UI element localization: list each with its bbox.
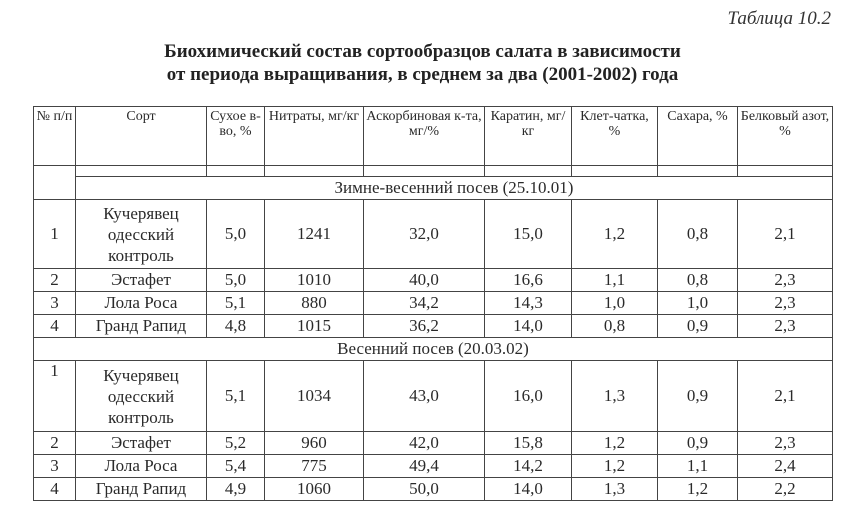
row-ascorbic: 50,0 bbox=[364, 478, 485, 501]
row-nitrates: 775 bbox=[265, 455, 364, 478]
row-carotene: 14,0 bbox=[485, 315, 572, 338]
row-dry: 5,2 bbox=[207, 432, 265, 455]
row-sugar: 1,1 bbox=[658, 455, 738, 478]
row-fiber: 1,3 bbox=[572, 478, 658, 501]
row-dry: 5,0 bbox=[207, 269, 265, 292]
row-variety: Эстафет bbox=[76, 269, 207, 292]
table-row bbox=[34, 432, 833, 455]
row-protein: 2,3 bbox=[738, 292, 833, 315]
row-dry: 5,0 bbox=[207, 200, 265, 269]
row-carotene: 16,0 bbox=[485, 361, 572, 432]
row-protein: 2,2 bbox=[738, 478, 833, 501]
table-row bbox=[34, 292, 833, 315]
header-nitrates: Нитраты, мг/кг bbox=[265, 107, 364, 166]
row-protein: 2,4 bbox=[738, 455, 833, 478]
row-ascorbic: 49,4 bbox=[364, 455, 485, 478]
row-dry: 5,4 bbox=[207, 455, 265, 478]
header-protein-nitrogen: Белковый азот, % bbox=[738, 107, 833, 166]
row-num: 4 bbox=[34, 315, 76, 338]
row-nitrates: 1241 bbox=[265, 200, 364, 269]
row-sugar: 0,8 bbox=[658, 269, 738, 292]
row-ascorbic: 36,2 bbox=[364, 315, 485, 338]
row-dry: 4,9 bbox=[207, 478, 265, 501]
row-num: 2 bbox=[34, 269, 76, 292]
row-num: 1 bbox=[34, 361, 76, 432]
table-row bbox=[34, 361, 833, 432]
row-variety: Лола Роса bbox=[76, 292, 207, 315]
row-sugar: 0,9 bbox=[658, 315, 738, 338]
row-fiber: 0,8 bbox=[572, 315, 658, 338]
row-protein: 2,1 bbox=[738, 200, 833, 269]
row-protein: 2,3 bbox=[738, 315, 833, 338]
table-title-line-2: от периода выращивания, в среднем за два (2001-2002) года bbox=[166, 64, 679, 85]
table-title-line-1: Биохимический состав сортообразцов салата в зависимости bbox=[164, 41, 681, 62]
row-carotene: 14,0 bbox=[485, 478, 572, 501]
table-number-label: Таблица 10.2 bbox=[727, 8, 831, 29]
row-nitrates: 880 bbox=[265, 292, 364, 315]
row-sugar: 0,9 bbox=[658, 432, 738, 455]
row-carotene: 15,0 bbox=[485, 200, 572, 269]
row-nitrates: 960 bbox=[265, 432, 364, 455]
header-fiber: Клет-чатка, % bbox=[572, 107, 658, 166]
row-dry: 4,8 bbox=[207, 315, 265, 338]
row-variety: Гранд Рапид bbox=[76, 478, 207, 501]
table-row bbox=[34, 200, 833, 269]
row-sugar: 1,2 bbox=[658, 478, 738, 501]
row-ascorbic: 34,2 bbox=[364, 292, 485, 315]
row-variety: Лола Роса bbox=[76, 455, 207, 478]
row-num: 1 bbox=[34, 200, 76, 269]
row-carotene: 14,3 bbox=[485, 292, 572, 315]
row-ascorbic: 32,0 bbox=[364, 200, 485, 269]
row-fiber: 1,2 bbox=[572, 432, 658, 455]
header-variety: Сорт bbox=[76, 107, 207, 166]
row-sugar: 0,9 bbox=[658, 361, 738, 432]
header-carotene: Каратин, мг/кг bbox=[485, 107, 572, 166]
row-nitrates: 1034 bbox=[265, 361, 364, 432]
row-carotene: 16,6 bbox=[485, 269, 572, 292]
row-fiber: 1,3 bbox=[572, 361, 658, 432]
spacer-row bbox=[34, 166, 833, 177]
row-variety: Эстафет bbox=[76, 432, 207, 455]
section-title: Зимне-весенний посев (25.10.01) bbox=[76, 177, 833, 200]
row-dry: 5,1 bbox=[207, 361, 265, 432]
table-title bbox=[0, 40, 845, 86]
row-ascorbic: 43,0 bbox=[364, 361, 485, 432]
header-dry-matter: Сухое в-во, % bbox=[207, 107, 265, 166]
table-row bbox=[34, 315, 833, 338]
row-sugar: 1,0 bbox=[658, 292, 738, 315]
section-header-row bbox=[34, 338, 833, 361]
row-dry: 5,1 bbox=[207, 292, 265, 315]
row-variety: Гранд Рапид bbox=[76, 315, 207, 338]
row-num: 2 bbox=[34, 432, 76, 455]
table-row bbox=[34, 455, 833, 478]
row-variety: Кучерявец одесский контроль bbox=[76, 361, 207, 432]
row-nitrates: 1060 bbox=[265, 478, 364, 501]
header-num: № п/п bbox=[34, 107, 76, 166]
header-ascorbic-acid: Аскорбиновая к-та, мг/% bbox=[364, 107, 485, 166]
section-title: Весенний посев (20.03.02) bbox=[34, 338, 833, 361]
row-num: 4 bbox=[34, 478, 76, 501]
row-protein: 2,1 bbox=[738, 361, 833, 432]
row-protein: 2,3 bbox=[738, 269, 833, 292]
row-protein: 2,3 bbox=[738, 432, 833, 455]
header-sugar: Сахара, % bbox=[658, 107, 738, 166]
biochemical-composition-table bbox=[33, 106, 833, 501]
row-carotene: 15,8 bbox=[485, 432, 572, 455]
row-sugar: 0,8 bbox=[658, 200, 738, 269]
row-num: 3 bbox=[34, 455, 76, 478]
row-nitrates: 1015 bbox=[265, 315, 364, 338]
table-row bbox=[34, 269, 833, 292]
row-fiber: 1,2 bbox=[572, 200, 658, 269]
row-ascorbic: 40,0 bbox=[364, 269, 485, 292]
row-fiber: 1,0 bbox=[572, 292, 658, 315]
row-variety: Кучерявец одесский контроль bbox=[76, 200, 207, 269]
header-row bbox=[34, 107, 833, 166]
table-row bbox=[34, 478, 833, 501]
section-header-row bbox=[34, 177, 833, 200]
row-carotene: 14,2 bbox=[485, 455, 572, 478]
row-ascorbic: 42,0 bbox=[364, 432, 485, 455]
row-fiber: 1,2 bbox=[572, 455, 658, 478]
row-fiber: 1,1 bbox=[572, 269, 658, 292]
row-num: 3 bbox=[34, 292, 76, 315]
row-nitrates: 1010 bbox=[265, 269, 364, 292]
